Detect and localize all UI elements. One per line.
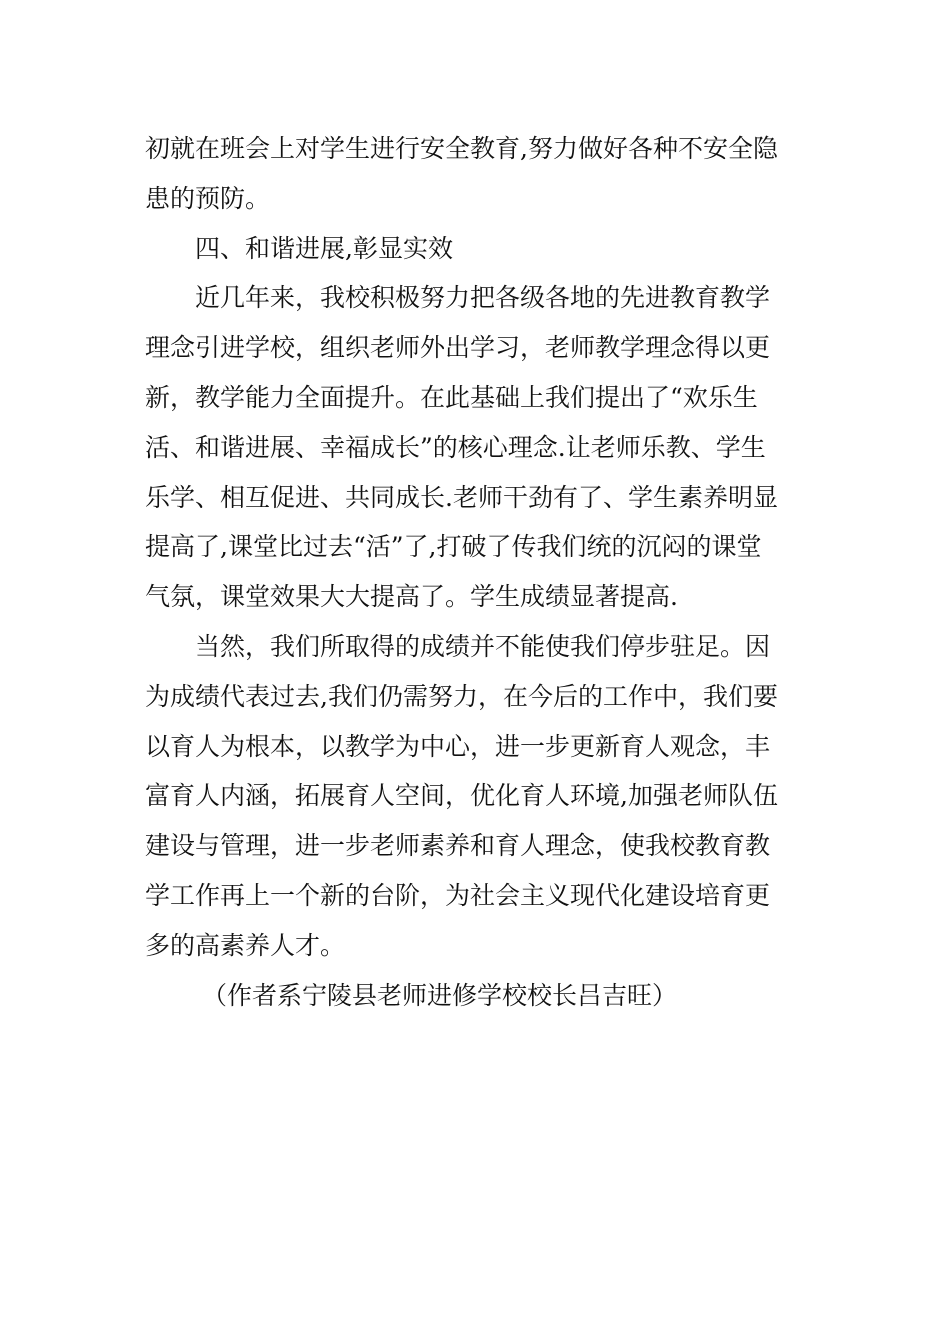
text-line: 初就在班会上对学生进行安全教育,努力做好各种不安全隐 — [145, 134, 778, 163]
paragraph-recent-years — [145, 273, 805, 622]
text-line: 新，教学能力全面提升。在此基础上我们提出了“欢乐生 — [145, 382, 758, 412]
text-line: 以育人为根本，以教学为中心，进一步更新育人观念，丰 — [145, 731, 771, 761]
text-line: 多的高素养人才。 — [145, 930, 346, 960]
text-line: 气氛，课堂效果大大提高了。学生成绩显著提高. — [145, 582, 678, 612]
text-line: 患的预防。 — [145, 183, 271, 213]
author-note-text: （作者系宁陵县老师进修学校校长吕吉旺） — [202, 980, 678, 1010]
document-body — [145, 124, 805, 1020]
text-line: 理念引进学校，组织老师外出学习，老师教学理念得以更 — [145, 333, 771, 363]
text-line: 为成绩代表过去,我们仍需努力，在今后的工作中，我们要 — [145, 681, 778, 711]
text-line: 富育人内涵，拓展育人空间，优化育人环境,加强老师队伍 — [145, 781, 778, 811]
text-line: 近几年来，我校积极努力把各级各地的先进教育教学 — [195, 283, 771, 313]
author-note — [145, 971, 805, 1021]
text-line: 学工作再上一个新的台阶，为社会主义现代化建设培育更 — [145, 880, 771, 910]
text-line: 提高了,课堂比过去“活”了,打破了传我们统的沉闷的课堂 — [145, 532, 762, 562]
paragraph-safety-continued — [145, 124, 805, 224]
section-heading-4 — [145, 224, 805, 274]
text-line: 活、和谐进展、幸福成长”的核心理念.让老师乐教、学生 — [145, 432, 766, 462]
heading-text: 四、和谐进展,彰显实效 — [195, 233, 453, 263]
paragraph-future-work — [145, 622, 805, 971]
text-line: 乐学、相互促进、共同成长.老师干劲有了、学生素养明显 — [145, 482, 778, 512]
text-line: 当然，我们所取得的成绩并不能使我们停步驻足。因 — [195, 631, 771, 661]
text-line: 建设与管理，进一步老师素养和育人理念，使我校教育教 — [145, 831, 771, 861]
